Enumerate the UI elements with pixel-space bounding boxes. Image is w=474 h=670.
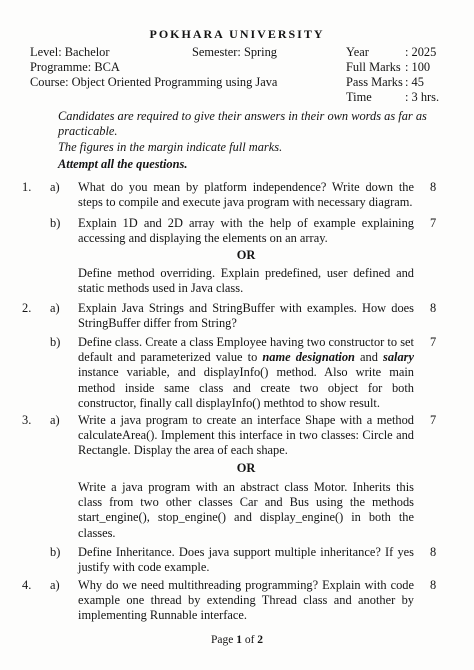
question-number: 1. (22, 180, 32, 194)
instruction-own-words: Candidates are required to give their answers in their own words as far as practicable. (58, 109, 427, 138)
subquestion-label: b) (50, 216, 61, 230)
question-text: Write a java program to create an interface Shape with a method calculateArea(). Implement this interface in two classes: Circle and Rectangle. Display the area of each shape. (78, 413, 414, 458)
question-marks: 8 (430, 301, 437, 315)
instruction-attempt-all: Attempt all the questions. (58, 157, 188, 171)
level: Level: Bachelor (30, 45, 110, 59)
question-text (78, 335, 414, 411)
page-footer (0, 634, 474, 646)
page-word: Page (210, 634, 234, 646)
question-marks: 7 (430, 335, 437, 349)
or-divider: OR (236, 461, 256, 475)
page-number: 1 (236, 634, 242, 646)
university-title: POKHARA UNIVERSITY (149, 27, 325, 41)
time-value: : 3 hrs. (405, 90, 440, 104)
emphasis-name-designation: name designation (262, 350, 355, 365)
time-label: Time (346, 90, 372, 104)
instruction-margin-marks: The figures in the margin indicate full marks. (58, 140, 283, 154)
semester: Semester: Spring (192, 45, 278, 59)
pass-marks-row (346, 75, 424, 90)
question-text: Write a java program with an abstract class Motor. Inherits this class from two other classes Car and Bus using the methods start_engine(), stop_engine() and display_engine() in both the classes. (78, 480, 414, 540)
subquestion-label: a) (50, 413, 60, 427)
course: Course: Object Oriented Programming using Java (30, 75, 278, 89)
question-text-part: Define class. Create a class Employee having two constructor to set default and parameterized value to (78, 335, 414, 365)
year-value: : 2025 (405, 45, 437, 59)
question-marks: 8 (430, 578, 437, 592)
question-marks: 7 (430, 216, 437, 230)
question-text: Why do we need multithreading programming? Explain with code example one thread by extending Thread class and another by implementing Runnable interface. (78, 578, 414, 623)
subquestion-label: a) (50, 180, 60, 194)
or-divider: OR (236, 248, 256, 262)
page-total: 2 (257, 634, 264, 646)
question-text: Define method overriding. Explain predefined, user defined and static methods used in Java class. (78, 266, 414, 296)
question-text: What do you mean by platform independence? Write down the steps to compile and execute java program with necessary diagram. (78, 180, 414, 210)
subquestion-label: a) (50, 578, 60, 592)
pass-marks-label: Pass Marks (346, 75, 403, 89)
emphasis-salary: salary (383, 350, 414, 365)
of-word: of (244, 634, 255, 646)
subquestion-label: a) (50, 301, 60, 315)
full-marks-row (346, 60, 430, 75)
question-number: 2. (22, 301, 32, 315)
time-row (346, 90, 439, 105)
question-marks: 7 (430, 413, 437, 427)
full-marks-value: : 100 (405, 60, 431, 74)
full-marks-label: Full Marks (346, 60, 401, 74)
year-label: Year (346, 45, 369, 59)
question-text-part: instance variable, and displayInfo() method. Also write main method inside same class and create two object for both constructor, finally call displayInfo() methtod to show result. (78, 365, 414, 410)
question-text-part: and (354, 350, 383, 365)
question-marks: 8 (430, 180, 437, 194)
question-text: Define Inheritance. Does java support multiple inheritance? If yes justify with code example. (78, 545, 414, 575)
programme: Programme: BCA (30, 60, 120, 74)
question-text: Explain 1D and 2D array with the help of example explaining accessing and displaying the elements on an array. (78, 216, 414, 246)
pass-marks-value: : 45 (405, 75, 424, 89)
subquestion-label: b) (50, 545, 61, 559)
question-marks: 8 (430, 545, 437, 559)
question-number: 3. (22, 413, 32, 427)
question-text: Explain Java Strings and StringBuffer with examples. How does StringBuffer differ from String? (78, 301, 414, 331)
year-row (346, 45, 436, 60)
question-number: 4. (22, 578, 32, 592)
subquestion-label: b) (50, 335, 61, 349)
